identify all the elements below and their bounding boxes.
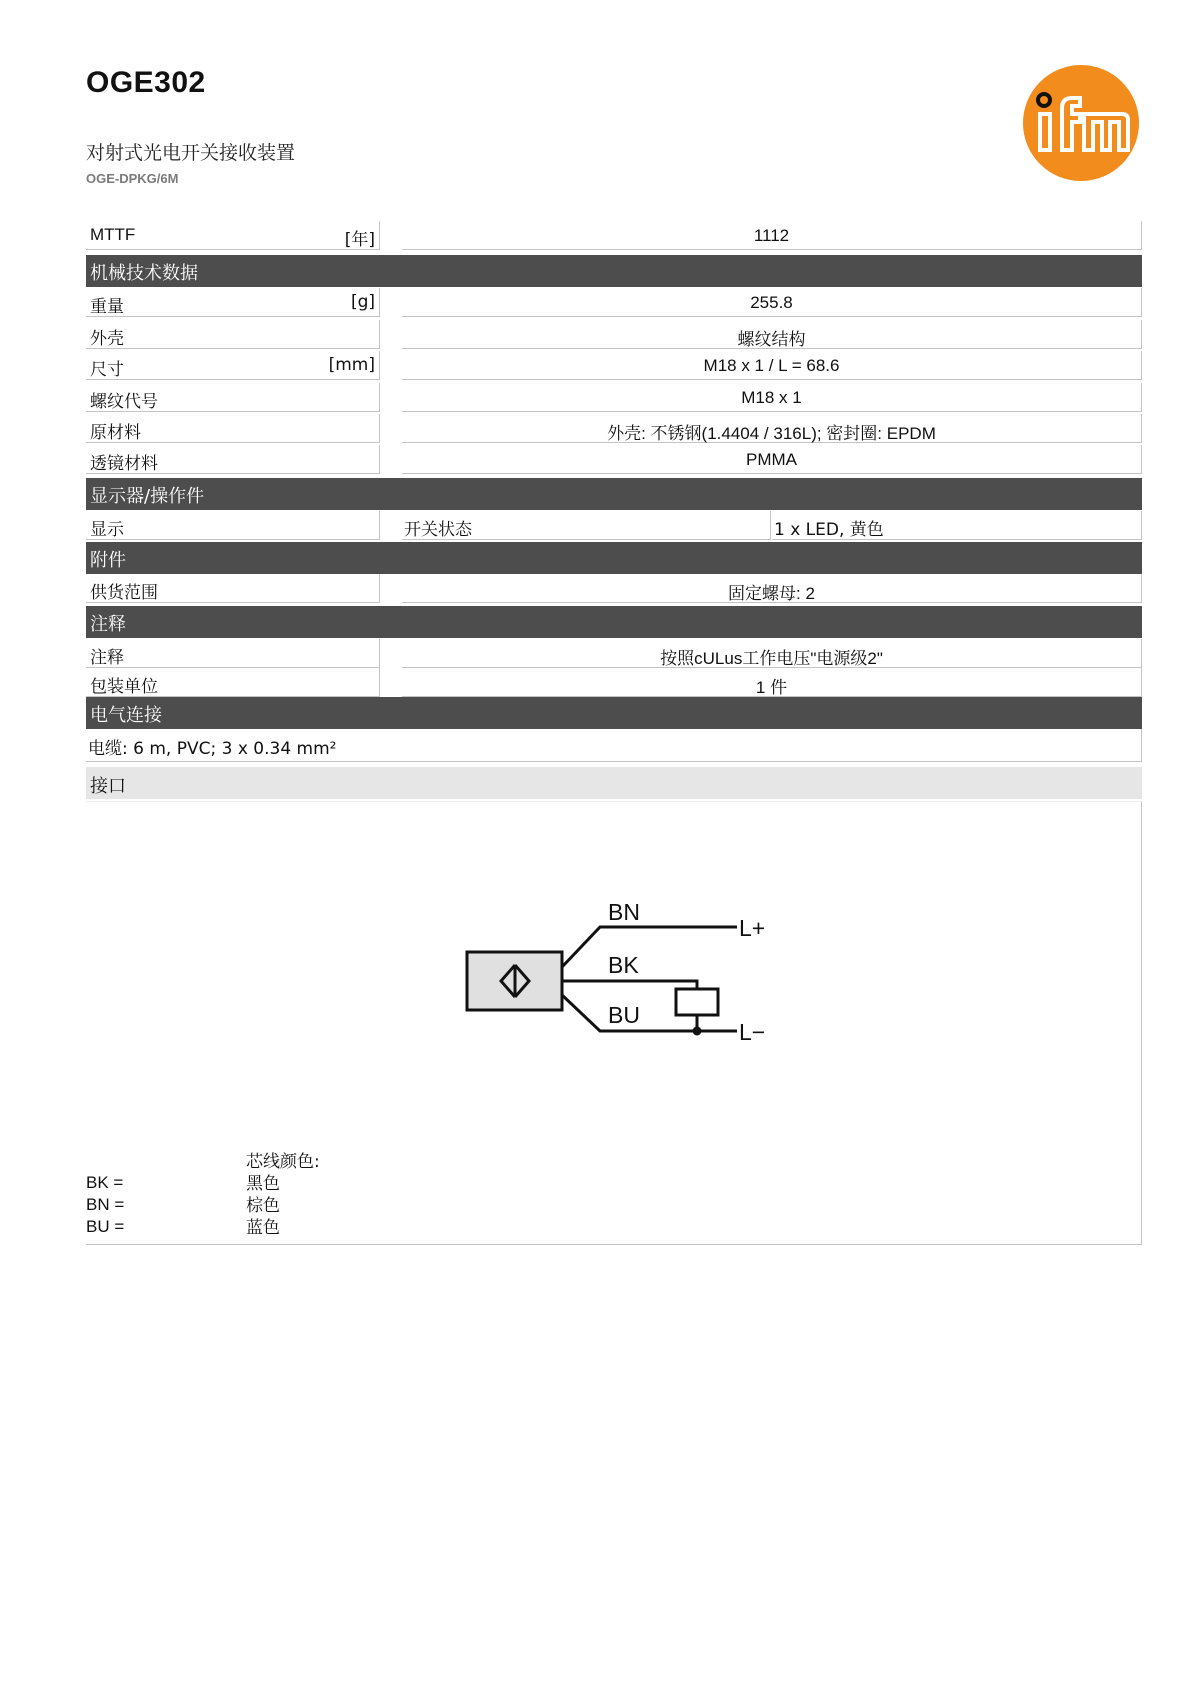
wiring-diagram	[455, 885, 775, 1045]
legend-code-bu: BU =	[86, 1217, 125, 1236]
scope-label: 供货范围	[90, 583, 158, 603]
materials-value: 外壳: 不锈钢(1.4404 / 316L); 密封圈: EPDM	[607, 424, 936, 443]
housing-value: 螺纹结构	[737, 330, 806, 349]
section-accessories: 附件	[86, 542, 1142, 574]
product-title: OGE302	[86, 66, 206, 99]
section-mechanical: 机械技术数据	[86, 255, 1142, 287]
label-l-plus: L+	[739, 915, 766, 941]
weight-label: 重量	[90, 297, 124, 317]
lens-value: PMMA	[746, 450, 797, 469]
dimensions-label: 尺寸	[90, 360, 124, 380]
dimensions-row	[86, 351, 1142, 380]
packaging-row	[86, 668, 1142, 697]
section-interface: 接口	[86, 767, 1142, 799]
display-sub-label: 开关状态	[404, 520, 472, 540]
note-value: 按照cULus工作电压"电源级2"	[660, 649, 883, 668]
legend-color-bn: 棕色	[246, 1196, 280, 1216]
weight-unit: [g]	[350, 292, 375, 312]
label-l-minus: L−	[739, 1019, 766, 1045]
legend-code-bk: BK =	[86, 1173, 124, 1192]
dimensions-unit: [mm]	[328, 355, 375, 375]
section-notes: 注释	[86, 606, 1142, 638]
weight-value: 255.8	[750, 293, 793, 312]
mttf-value: 1112	[753, 226, 790, 245]
product-code: OGE-DPKG/6M	[86, 171, 179, 186]
legend-color-bu: 蓝色	[246, 1218, 280, 1238]
junction-dot	[693, 1027, 702, 1036]
label-bk: BK	[608, 952, 639, 978]
cable-value: 电缆: 6 m, PVC; 3 x 0.34 mm²	[88, 739, 337, 759]
mttf-label-cell	[86, 221, 380, 250]
dimensions-value: M18 x 1 / L = 68.6	[703, 356, 840, 375]
label-bn: BN	[608, 899, 640, 925]
mttf-row	[86, 221, 1142, 250]
scope-value: 固定螺母: 2	[728, 584, 815, 603]
cable-row	[86, 729, 1142, 762]
ifm-logo	[1022, 64, 1140, 182]
mttf-unit: [年]	[344, 230, 375, 250]
housing-row	[86, 320, 1142, 349]
materials-label: 原材料	[90, 423, 141, 443]
weight-row	[86, 288, 1142, 317]
materials-row	[86, 414, 1142, 443]
lens-row	[86, 445, 1142, 474]
legend-colors	[246, 1151, 320, 1239]
lens-label: 透镜材料	[90, 454, 158, 474]
housing-label: 外壳	[90, 329, 124, 349]
legend-color-bk: 黑色	[246, 1174, 280, 1194]
label-bu: BU	[608, 1002, 640, 1028]
legend-code-bn: BN =	[86, 1195, 125, 1214]
wire-bn	[562, 927, 737, 967]
legend-codes	[86, 1172, 124, 1238]
note-label: 注释	[90, 648, 124, 668]
section-display: 显示器/操作件	[86, 478, 1142, 510]
product-subtitle: 对射式光电开关接收装置	[86, 142, 296, 164]
packaging-label: 包装单位	[90, 677, 158, 697]
display-row	[86, 511, 1142, 540]
thread-value: M18 x 1	[741, 388, 802, 407]
scope-row	[86, 574, 1142, 603]
section-electrical: 电气连接	[86, 697, 1142, 729]
mttf-label: MTTF	[90, 225, 136, 244]
thread-label: 螺纹代号	[90, 392, 158, 412]
note-row	[86, 639, 1142, 668]
load-box	[676, 989, 718, 1015]
display-value: 1 x LED, 黄色	[774, 520, 884, 540]
mttf-value-cell	[402, 221, 1142, 250]
legend-heading: 芯线颜色:	[246, 1152, 320, 1172]
packaging-value: 1 件	[755, 678, 788, 697]
display-label: 显示	[90, 520, 124, 540]
thread-row	[86, 383, 1142, 412]
